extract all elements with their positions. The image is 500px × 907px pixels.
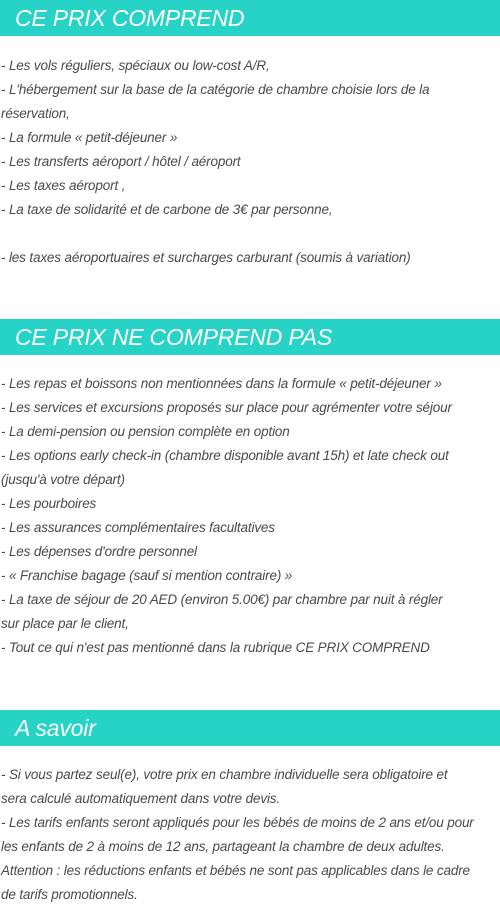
list-item: - Tout ce qui n'est pas mentionné dans la rubrique CE PRIX COMPREND	[1, 640, 430, 655]
list-item: - Les taxes aéroport ,	[1, 178, 126, 193]
list-item: - Les assurances complémentaires facultatives	[1, 520, 275, 535]
list-item: - Les options early check-in (chambre disponible avant 15h) et late check out	[1, 448, 449, 463]
section-title: CE PRIX COMPREND	[15, 5, 245, 31]
list-item: sera calculé automatiquement dans votre devis.	[1, 791, 281, 806]
list-item: (jusqu'à votre départ)	[1, 472, 125, 487]
list-item: les enfants de 2 à moins de 12 ans, partageant la chambre de deux adultes.	[1, 839, 445, 854]
list-item: - Les services et excursions proposés sur place pour agrémenter votre séjour	[1, 400, 452, 415]
section-header-prix-comprend	[0, 0, 500, 36]
section-title: CE PRIX NE COMPREND PAS	[15, 324, 333, 350]
section-body-prix-comprend	[1, 54, 500, 270]
list-item: - La taxe de séjour de 20 AED (environ 5.00€) par chambre par nuit à régler	[1, 592, 443, 607]
list-item: - Les transferts aéroport / hôtel / aéroport	[1, 154, 241, 169]
list-item: - Les dépenses d'ordre personnel	[1, 544, 197, 559]
list-item: de tarifs promotionnels.	[1, 887, 138, 902]
list-item: - La demi-pension ou pension complète en option	[1, 424, 290, 439]
list-item: sur place par le client,	[1, 616, 129, 631]
section-header-prix-ne-comprend-pas	[0, 319, 500, 355]
section-header-a-savoir	[0, 710, 500, 746]
list-item: - Les tarifs enfants seront appliqués pour les bébés de moins de 2 ans et/ou pour	[1, 815, 474, 830]
list-item: - Les repas et boissons non mentionnées dans la formule « petit-déjeuner »	[1, 376, 442, 391]
section-body-a-savoir	[1, 763, 500, 907]
section-body-prix-ne-comprend-pas	[1, 372, 500, 660]
list-item: - Si vous partez seul(e), votre prix en chambre individuelle sera obligatoire et	[1, 767, 448, 782]
list-item: - La formule « petit-déjeuner »	[1, 130, 178, 145]
list-item: - L'hébergement sur la base de la catégorie de chambre choisie lors de la	[1, 82, 430, 97]
list-item: Attention : les réductions enfants et bébés ne sont pas applicables dans le cadre	[1, 863, 470, 878]
blank-line	[1, 222, 500, 246]
list-item: - les taxes aéroportuaires et surcharges carburant (soumis à variation)	[1, 250, 411, 265]
list-item: - « Franchise bagage (sauf si mention contraire) »	[1, 568, 293, 583]
list-item: - Les vols réguliers, spéciaux ou low-cost A/R,	[1, 58, 270, 73]
list-item: - La taxe de solidarité et de carbone de 3€ par personne,	[1, 202, 333, 217]
list-item: réservation,	[1, 106, 70, 121]
list-item: - Les pourboires	[1, 496, 97, 511]
section-title: A savoir	[15, 715, 96, 741]
